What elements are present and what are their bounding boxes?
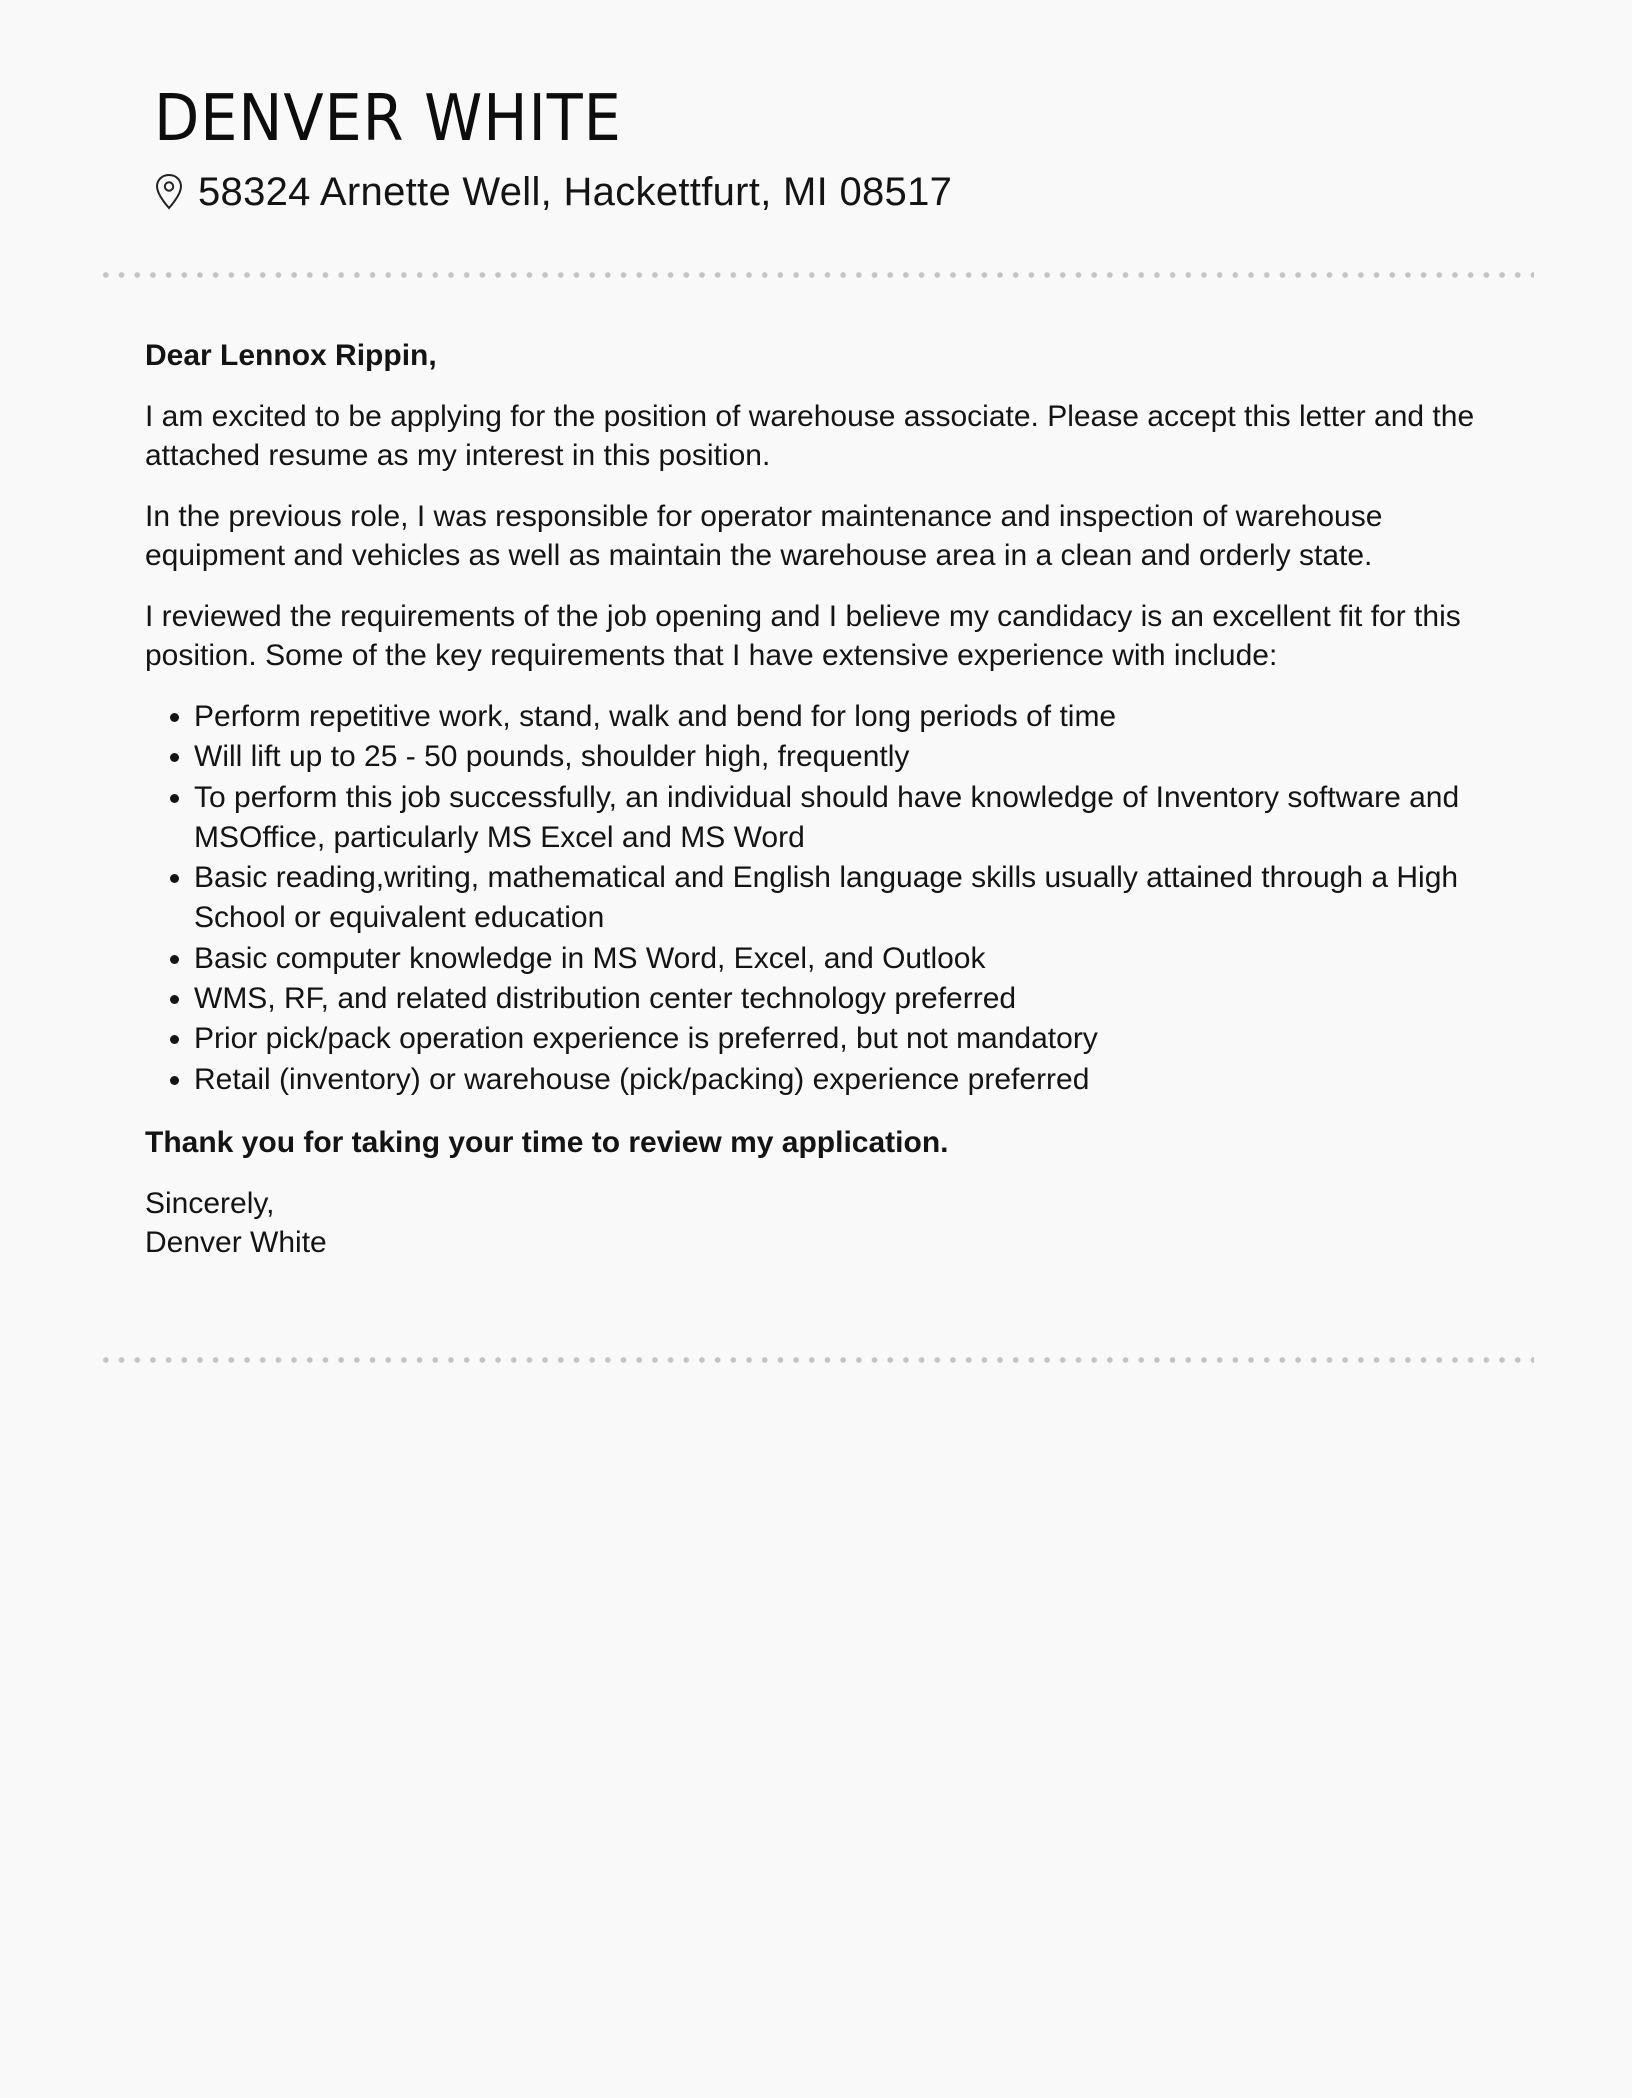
applicant-name: DENVER WHITE — [154, 82, 622, 156]
requirements-list — [145, 697, 1485, 1100]
signature-name: Denver White — [145, 1225, 327, 1259]
requirement-item: • Prior pick/pack operation experience is preferred, but not mandatory — [194, 1019, 1485, 1059]
requirement-item: • Basic reading,writing, mathematical and English language skills usually attained through a High School or equivalent education — [194, 858, 1485, 939]
applicant-address: 58324 Arnette Well, Hackettfurt, MI 08517 — [198, 169, 953, 214]
requirement-item: • Basic computer knowledge in MS Word, Excel, and Outlook — [194, 939, 1485, 979]
top-dotted-divider — [98, 272, 1534, 278]
requirement-item: • To perform this job successfully, an individual should have knowledge of Inventory software and MSOffice, particularly MS Excel and MS Word — [194, 778, 1485, 859]
closing-line: Thank you for taking your time to review my application. — [145, 1125, 949, 1159]
paragraph-intro: I am excited to be applying for the position of warehouse associate. Please accept this letter and the attached resume as my interest in this position. — [145, 400, 1475, 472]
signoff: Sincerely, — [145, 1186, 275, 1220]
bottom-dotted-divider — [98, 1357, 1534, 1363]
letter-header — [154, 78, 1494, 220]
paragraph-previous-role: In the previous role, I was responsible for operator maintenance and inspection of warehouse equipment and vehicles as well as maintain the warehouse area in a clean and orderly state. — [145, 500, 1383, 572]
letter-body — [145, 336, 1485, 1262]
salutation: Dear Lennox Rippin, — [145, 339, 437, 372]
requirement-item: • WMS, RF, and related distribution center technology preferred — [194, 979, 1485, 1019]
requirement-item: • Retail (inventory) or warehouse (pick/packing) experience preferred — [194, 1060, 1485, 1100]
paragraph-requirements-intro: I reviewed the requirements of the job opening and I believe my candidacy is an excellent fit for this position. Some of the key requirements that I have extensive experience with include: — [145, 600, 1461, 672]
location-pin-icon — [154, 173, 184, 211]
requirement-item: • Will lift up to 25 - 50 pounds, shoulder high, frequently — [194, 737, 1485, 777]
address-row — [154, 164, 1494, 220]
requirement-item: • Perform repetitive work, stand, walk and bend for long periods of time — [194, 697, 1485, 737]
